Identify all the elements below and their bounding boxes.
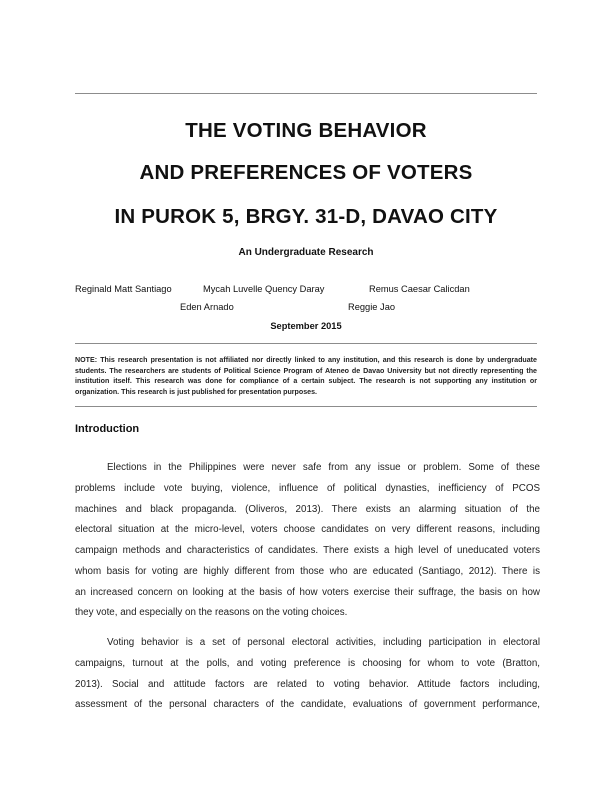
author-2: Mycah Luvelle Quency Daray: [203, 284, 325, 294]
title-line-1: THE VOTING BEHAVIOR: [185, 119, 427, 142]
publication-date: September 2015: [270, 321, 342, 331]
subtitle: An Undergraduate Research: [238, 247, 374, 258]
paragraph-line: they vote, and especially on the reasons on the voting choices.: [75, 607, 348, 619]
author-3: Remus Caesar Calicdan: [369, 284, 470, 294]
disclaimer-note: [75, 355, 537, 397]
paragraph-line: 2013). Social and attitude factors are related to voting behavior. Attitude factors including,: [75, 678, 540, 690]
paragraph-line: campaign methods and characteristics of candidates. There exists a high level of uneducated voters: [75, 545, 540, 556]
paragraph-line: campaigns, turnout at the polls, and voting preference is choosing for whom to vote (Bratton,: [75, 657, 540, 669]
note-label: NOTE:: [75, 356, 98, 364]
author-4: Eden Arnado: [180, 302, 234, 312]
paragraph-1: [75, 458, 540, 624]
paragraph-line: machines and black propaganda. (Oliveros, 2013). There exists an alarming situation of the: [75, 503, 540, 515]
title-line-2: AND PREFERENCES OF VOTERS: [139, 161, 473, 184]
note-bottom-rule: [75, 406, 537, 407]
paragraph-line: Elections in the Philippines were never safe from any issue or problem. Some of these: [107, 462, 540, 473]
paragraph-line: an increased concern on looking at the basis of how voters exercise their suffrage, the basis on how: [75, 586, 540, 598]
paragraph-line: electoral situation at the micro-level, voters choose candidates on very different reasons, including: [75, 524, 540, 536]
paragraph-2: [75, 633, 540, 716]
section-heading: Introduction: [75, 423, 140, 435]
paragraph-line: Voting behavior is a set of personal electoral activities, including participation in electoral: [107, 637, 540, 648]
title-line-3: IN PUROK 5, BRGY. 31-D, DAVAO CITY: [114, 205, 498, 228]
paragraph-line: assessment of the personal characters of the candidate, evaluations of government performance,: [75, 699, 540, 711]
author-5: Reggie Jao: [348, 302, 396, 312]
top-rule: [75, 93, 537, 94]
note-text: This research presentation is not affiliated nor directly linked to any institution, and this research is done by undergraduate students. The researchers are students of Political Science Program of Ateneo de Davao University but not directly representing the institution itself. This research was done for compliance of a certain subject. The research is not supporting any institution or organization. This research is just published for presentation purposes.: [75, 356, 537, 396]
author-1: Reginald Matt Santiago: [75, 284, 172, 294]
paragraph-line: whom basis for voting are highly different from those who are educated (Santiago, 2012). There is: [75, 565, 540, 577]
mid-rule: [75, 343, 537, 344]
paragraph-line: problems include vote buying, violence, influence of political dynasties, inefficiency of PCOS: [75, 482, 540, 494]
